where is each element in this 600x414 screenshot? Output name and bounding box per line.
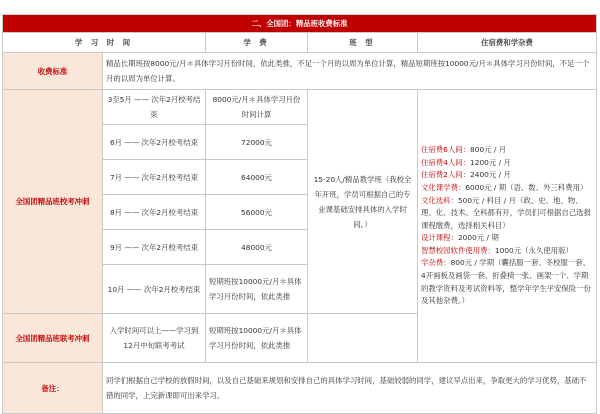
header-row	[3, 33, 597, 53]
lodging-item: 文化选科：500元 / 科目 / 月（政、史、地、物、理、化、技术、全科都有开，学员们可根据自己选报课程缴费，选择相关科目）	[421, 195, 591, 230]
g1-time-4: 8月 —— 次年2月校考结束	[103, 195, 206, 230]
g1-time-6: 10月 —— 次年2月校考结束	[103, 265, 206, 314]
remark-row	[3, 363, 597, 414]
title-row	[3, 15, 597, 33]
header-class-type: 班 型	[308, 33, 418, 53]
table-title: 二、全国团：精品班收费标准	[3, 15, 597, 33]
g1-time-1: 3至5月 —— 次年2月校考结束	[103, 90, 206, 125]
g2-time: 入学时间可以上——学习到12月中旬联考考试	[103, 314, 206, 363]
g1-fee-4: 56000元	[206, 195, 308, 230]
g1-fee-3: 64000元	[206, 160, 308, 195]
remark-text: 同学们根据自己学校的放假时间，以及自己基础来规划和安排自己的具体学习时间，基础较弱的同学，建议早点出来，争取更大的学习优势，基础不错的同学，上完新课即可出来学习。	[103, 363, 597, 414]
g1-fee-5: 48000元	[206, 230, 308, 265]
fee-table-frame	[2, 14, 596, 398]
remark-label: 备注：	[3, 363, 103, 414]
g1-time-5: 9月 —— 次年2月校考结束	[103, 230, 206, 265]
lodging-item: 设计课程：2000元 / 期	[421, 233, 499, 243]
g1-fee-1: 8000元/月＊具体学习月份时间计算	[206, 90, 308, 125]
header-lodging: 住宿费和学杂费	[418, 33, 597, 53]
group1-label: 全国团精品班校考冲刺	[3, 90, 103, 314]
standard-text: 精品长期班按8000元/月＊具体学习月份时间，依此类推，不足一个月的以周为单位计算，精品短期班按10000元/月＊具体学习月份时间，不足一个月的以周为单位计算。	[103, 53, 597, 90]
fee-table	[2, 14, 597, 414]
g1-row-1	[3, 90, 597, 125]
g1-time-3: 7月 —— 次年2月校考结束	[103, 160, 206, 195]
standard-label: 收费标准	[3, 53, 103, 90]
lodging-item: 文化课学费：6000元 / 期（语、数、外三科费用）	[421, 182, 588, 192]
g2-fee: 短期班按10000元/月＊具体学习月份时间，依此类推	[206, 314, 308, 363]
lodging-cell	[418, 90, 597, 363]
standard-row	[3, 53, 597, 90]
group1-class-type: 15-20人/精品教学班（我校全年开班，学员可根据自己的专业课基础安排具体的入学时间。）	[308, 90, 418, 314]
lodging-item: 学杂费：800元 / 学期（囊括服一套、冬校服一套、4开画板及画袋一套、折叠椅一张、画架一个、学期的教学资料及考试资料等，整学年学生平安保险一份及其他杂费。）	[421, 258, 591, 306]
g1-fee-6: 短期班按10000元/月＊具体学习月份时间，依此类推	[206, 265, 308, 314]
lodging-item: 住宿费6人间：800元 / 月	[421, 145, 507, 155]
lodging-item: 智慧校园软件使用费：1000元（永久使用版）	[421, 245, 573, 255]
lodging-item: 住宿费4人间：1200元 / 月	[421, 157, 511, 167]
g1-time-2: 6月 —— 次年2月校考结束	[103, 125, 206, 160]
group2-label: 全国团精品班联考冲刺	[3, 314, 103, 363]
lodging-item: 住宿费2人间：2400元 / 月	[421, 170, 511, 180]
header-time: 学 习 时 间	[3, 33, 206, 53]
g2-class-type-empty	[308, 314, 418, 363]
g1-fee-2: 72000元	[206, 125, 308, 160]
header-fee: 学 费	[206, 33, 308, 53]
